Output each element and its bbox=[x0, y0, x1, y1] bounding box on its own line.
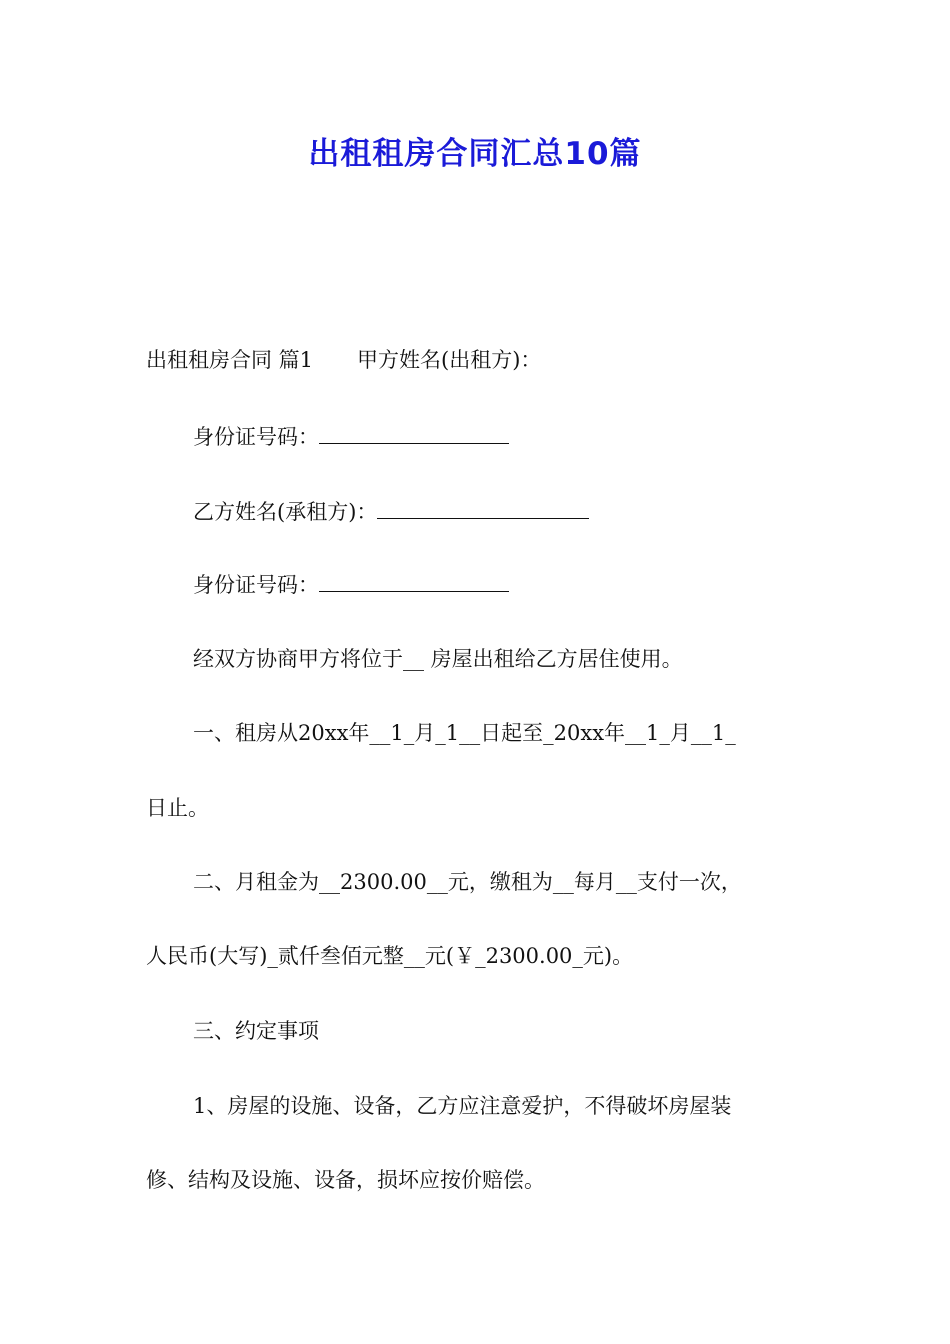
monthly-rent-line: 二、月租金为__2300.00__元，缴租为__每月__支付一次， bbox=[193, 870, 742, 894]
party-b-name-label: 乙方姓名(承租方)： bbox=[193, 500, 378, 524]
lease-term-line: 一、租房从20xx年__1_月_1__日起至_20xx年__1_月__1_ bbox=[193, 721, 736, 745]
property-location-line: 经双方协商甲方将位于__ 房屋出租给乙方居住使用。 bbox=[193, 647, 683, 671]
party-a-id-line bbox=[146, 421, 863, 452]
party-a-name-label: 甲方姓名(出租方)： bbox=[357, 348, 542, 372]
document-title: 出租租房合同汇总10篇 bbox=[308, 136, 642, 172]
agreed-matters-heading: 三、约定事项 bbox=[193, 1019, 319, 1043]
party-b-id-blank bbox=[319, 569, 509, 592]
party-a-id-blank bbox=[319, 421, 509, 444]
contract-section-label: 出租租房合同 篇1 bbox=[146, 348, 314, 372]
party-b-id-line bbox=[146, 569, 863, 600]
party-b-id-label: 身份证号码： bbox=[193, 573, 319, 597]
party-b-name-line bbox=[146, 496, 863, 527]
contract-heading-line bbox=[146, 345, 816, 375]
rent-amount-words-line: 人民币(大写)_贰仟叁佰元整__元(￥_2300.00_元)。 bbox=[146, 944, 634, 968]
clause-1-line-2: 修、结构及设施、设备，损坏应按价赔偿。 bbox=[146, 1168, 545, 1192]
party-a-id-label: 身份证号码： bbox=[193, 425, 319, 449]
lease-term-end-line: 日止。 bbox=[146, 796, 209, 820]
clause-1-line-1: 1、房屋的设施、设备，乙方应注意爱护，不得破坏房屋装 bbox=[193, 1094, 732, 1118]
party-b-name-blank bbox=[377, 496, 589, 519]
